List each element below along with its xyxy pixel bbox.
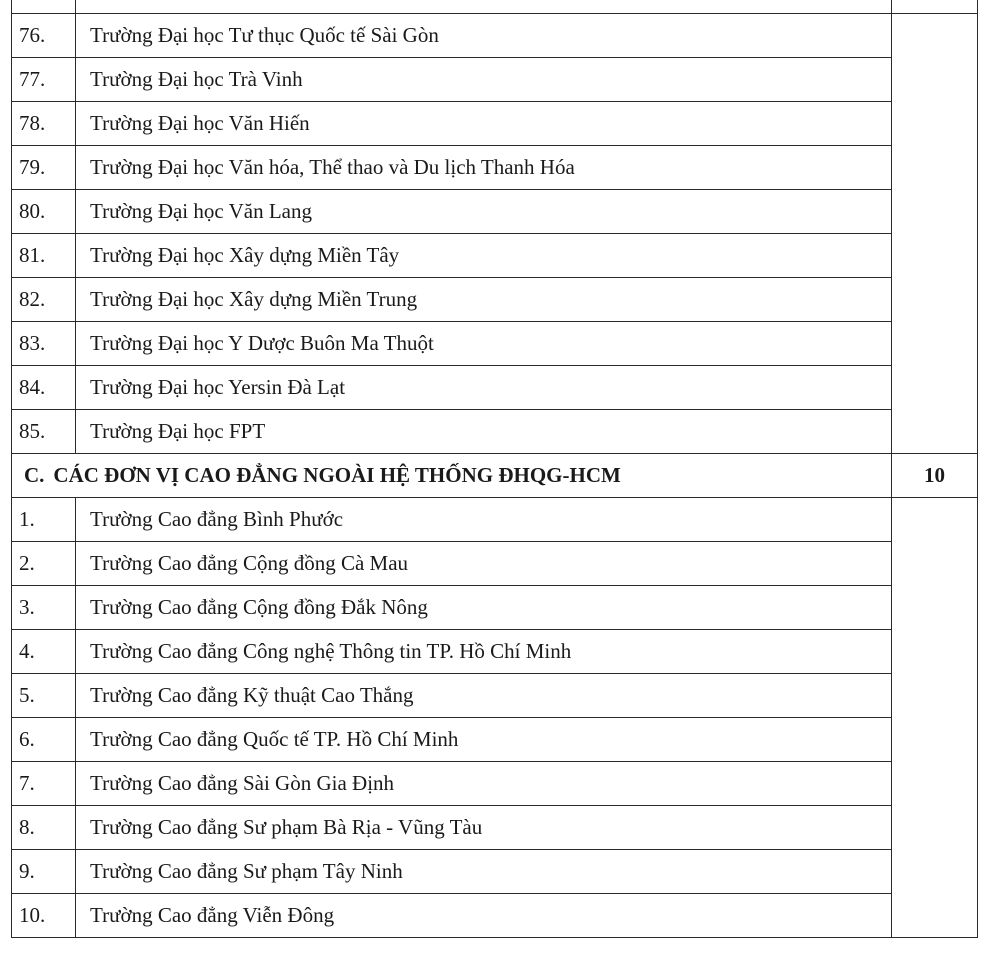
table-row <box>12 806 978 850</box>
table-row <box>12 234 978 278</box>
cut-count-cell <box>892 0 978 14</box>
table-row <box>12 58 978 102</box>
table-row <box>12 146 978 190</box>
row-number: 1. <box>12 498 76 542</box>
row-number: 80. <box>12 190 76 234</box>
institution-name: Trường Cao đẳng Kỹ thuật Cao Thắng <box>76 674 892 718</box>
table-row <box>12 410 978 454</box>
row-number: 4. <box>12 630 76 674</box>
row-number: 81. <box>12 234 76 278</box>
table-row <box>12 190 978 234</box>
institution-name: Trường Đại học Văn Hiến <box>76 102 892 146</box>
table-row <box>12 850 978 894</box>
table-row <box>12 586 978 630</box>
institution-name: Trường Cao đẳng Viễn Đông <box>76 894 892 938</box>
document-page <box>11 0 977 938</box>
row-number: 2. <box>12 542 76 586</box>
institution-name: Trường Đại học Xây dựng Miền Tây <box>76 234 892 278</box>
cut-name-cell <box>76 0 892 14</box>
institution-name: Trường Đại học Y Dược Buôn Ma Thuột <box>76 322 892 366</box>
institution-name: Trường Đại học FPT <box>76 410 892 454</box>
institution-name: Trường Đại học Trà Vinh <box>76 58 892 102</box>
table-row <box>12 278 978 322</box>
institution-name: Trường Cao đẳng Công nghệ Thông tin TP. Hồ Chí Minh <box>76 630 892 674</box>
institution-name: Trường Cao đẳng Sài Gòn Gia Định <box>76 762 892 806</box>
row-number: 8. <box>12 806 76 850</box>
section-heading <box>12 454 892 498</box>
row-number: 77. <box>12 58 76 102</box>
row-number: 85. <box>12 410 76 454</box>
row-number: 3. <box>12 586 76 630</box>
table-row <box>12 14 978 58</box>
institution-name: Trường Đại học Văn Lang <box>76 190 892 234</box>
institution-name: Trường Đại học Văn hóa, Thể thao và Du lịch Thanh Hóa <box>76 146 892 190</box>
table-row-cut-off <box>12 0 978 14</box>
institution-name: Trường Cao đẳng Bình Phước <box>76 498 892 542</box>
institution-name: Trường Cao đẳng Cộng đồng Cà Mau <box>76 542 892 586</box>
table-row <box>12 542 978 586</box>
table-row <box>12 674 978 718</box>
section-b-count-cell <box>892 14 978 454</box>
row-number: 83. <box>12 322 76 366</box>
institution-name: Trường Đại học Xây dựng Miền Trung <box>76 278 892 322</box>
table-row <box>12 718 978 762</box>
row-number: 9. <box>12 850 76 894</box>
institution-name: Trường Cao đẳng Cộng đồng Đắk Nông <box>76 586 892 630</box>
institution-name: Trường Cao đẳng Quốc tế TP. Hồ Chí Minh <box>76 718 892 762</box>
row-number: 7. <box>12 762 76 806</box>
table-row <box>12 498 978 542</box>
section-header-row <box>12 454 978 498</box>
institution-name: Trường Đại học Yersin Đà Lạt <box>76 366 892 410</box>
section-title: CÁC ĐƠN VỊ CAO ĐẲNG NGOÀI HỆ THỐNG ĐHQG-HCM <box>53 463 621 487</box>
row-number: 6. <box>12 718 76 762</box>
table-row <box>12 102 978 146</box>
cut-num-cell <box>12 0 76 14</box>
table-row <box>12 322 978 366</box>
row-number: 5. <box>12 674 76 718</box>
section-c-count-cell <box>892 498 978 938</box>
section-letter: C. <box>24 463 45 487</box>
table-row <box>12 894 978 938</box>
institution-table <box>11 0 978 938</box>
institution-name: Trường Cao đẳng Sư phạm Bà Rịa - Vũng Tàu <box>76 806 892 850</box>
row-number: 76. <box>12 14 76 58</box>
row-number: 79. <box>12 146 76 190</box>
table-row <box>12 630 978 674</box>
institution-name: Trường Đại học Tư thục Quốc tế Sài Gòn <box>76 14 892 58</box>
table-row <box>12 366 978 410</box>
institution-name: Trường Cao đẳng Sư phạm Tây Ninh <box>76 850 892 894</box>
row-number: 84. <box>12 366 76 410</box>
table-row <box>12 762 978 806</box>
section-count: 10 <box>892 454 978 498</box>
row-number: 10. <box>12 894 76 938</box>
row-number: 82. <box>12 278 76 322</box>
row-number: 78. <box>12 102 76 146</box>
